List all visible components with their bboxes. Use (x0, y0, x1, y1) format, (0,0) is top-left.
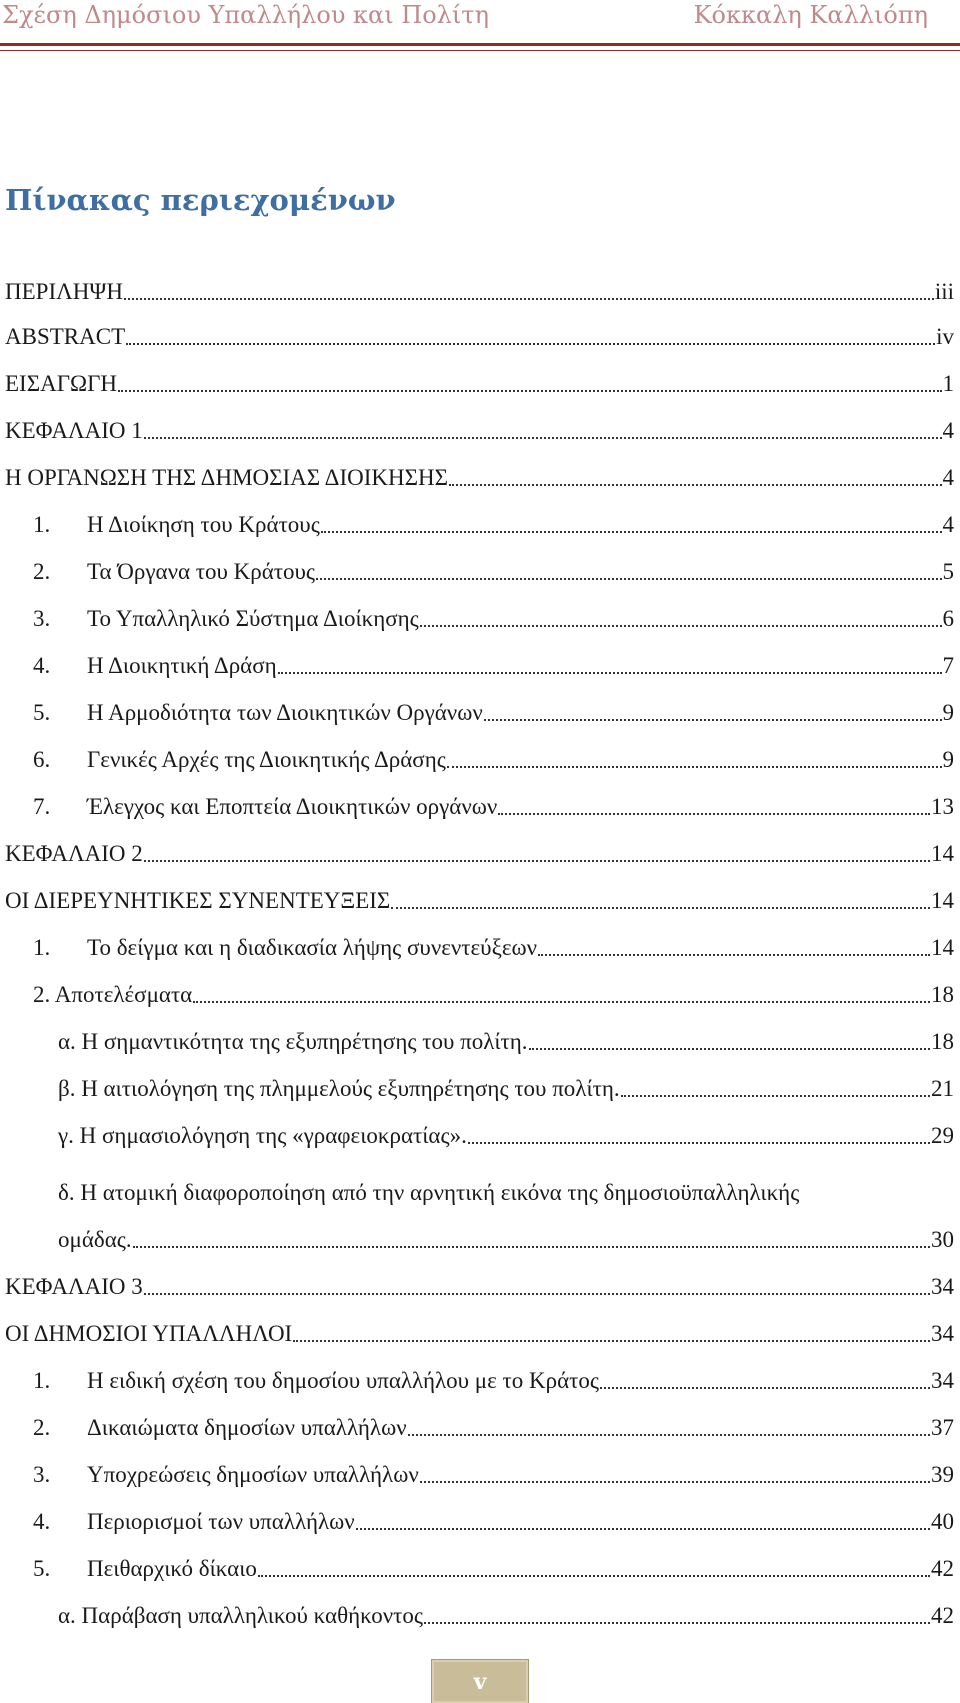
toc-entry-number: 2. (33, 559, 51, 584)
toc-entry[interactable] (5, 886, 954, 916)
header-author: Κόκκαλη Καλλιόπη (693, 1, 928, 29)
toc-dot-leader (449, 484, 942, 486)
toc-dot-leader (529, 1048, 930, 1050)
toc-dot-leader (124, 298, 934, 300)
toc-entry[interactable] (33, 1507, 954, 1537)
toc-entry-number: 3. (33, 1462, 51, 1487)
toc-entry-page: 4 (942, 418, 954, 443)
toc-dot-leader (420, 625, 942, 627)
toc-entry-number: 6. (33, 747, 51, 772)
toc-entry[interactable] (33, 1413, 954, 1443)
toc-entry-label: α. Παράβαση υπαλληλικού καθήκοντος (58, 1603, 423, 1628)
toc-entry-page: 18 (931, 982, 954, 1007)
toc-entry-page: 30 (931, 1227, 954, 1252)
toc-entry-page: 34 (931, 1321, 954, 1346)
toc-entry-label: ΚΕΦΑΛΑΙΟ 2 (5, 841, 143, 866)
toc-dot-leader (144, 860, 930, 862)
toc-entry[interactable] (33, 933, 954, 963)
toc-entry-page: 21 (931, 1076, 954, 1101)
toc-entry-page: 34 (931, 1368, 954, 1393)
toc-entry-label: Τα Όργανα του Κράτους (87, 559, 316, 584)
toc-entry[interactable] (58, 1027, 954, 1057)
toc-entry-number: 1. (33, 1368, 51, 1393)
toc-entry-page: iv (936, 324, 954, 349)
toc-entry-page: 37 (931, 1415, 954, 1440)
toc-entry-label: ΟΙ ΔΙΕΡΕΥΝΗΤΙΚΕΣ ΣΥΝΕΝΤΕΥΞΕΙΣ (5, 888, 391, 913)
toc-entry-label: ΟΙ ΔΗΜΟΣΙΟΙ ΥΠΑΛΛΗΛΟΙ (5, 1321, 293, 1346)
toc-entry-label: Γενικές Αρχές της Διοικητικής Δράσης (87, 747, 446, 772)
toc-dot-leader (133, 1246, 930, 1248)
toc-entry-page: 42 (931, 1603, 954, 1628)
toc-entry[interactable] (33, 745, 954, 775)
toc-entry-page: 18 (931, 1029, 954, 1054)
toc-entry-page: 1 (942, 371, 954, 396)
toc-dot-leader (316, 578, 941, 580)
toc-entry[interactable] (5, 1272, 954, 1302)
toc-entry-page: 7 (942, 653, 954, 678)
toc-dot-leader (126, 343, 935, 345)
toc-entry-label: Η ειδική σχέση του δημοσίου υπαλλήλου με το Κράτος (87, 1368, 600, 1393)
toc-entry-number: 4. (33, 1509, 51, 1534)
toc-entry-label: Έλεγχος και Εποπτεία Διοικητικών οργάνων (87, 794, 498, 819)
toc-entry[interactable] (5, 277, 954, 307)
toc-entry[interactable] (5, 463, 954, 493)
toc-entry-page: 39 (931, 1462, 954, 1487)
toc-entry-number: 3. (33, 606, 51, 631)
toc-entry-label: ΠΕΡΙΛΗΨΗ (5, 279, 123, 304)
toc-entry-label: ΚΕΦΑΛΑΙΟ 3 (5, 1274, 143, 1299)
toc-dot-leader (420, 1481, 930, 1483)
toc-entry-number: 4. (33, 653, 51, 678)
toc-title: Πίνακας περιεχομένων (5, 183, 396, 217)
toc-entry[interactable] (33, 1554, 954, 1584)
toc-entry-page: 34 (931, 1274, 954, 1299)
toc-entry[interactable] (5, 322, 954, 352)
toc-dot-leader (600, 1387, 930, 1389)
toc-entry[interactable] (33, 980, 954, 1010)
page-number: v (473, 1668, 487, 1695)
toc-entry-label: ΚΕΦΑΛΑΙΟ 1 (5, 418, 143, 443)
toc-entry-label: Το δείγμα και η διαδικασία λήψης συνεντεύξεων (87, 935, 538, 960)
toc-entry-page: 4 (942, 512, 954, 537)
toc-entry-page: 14 (931, 888, 954, 913)
toc-entry-page: 14 (931, 841, 954, 866)
toc-dot-leader (258, 1575, 930, 1577)
header-rule-thin (0, 50, 960, 51)
toc-dot-leader (408, 1434, 930, 1436)
toc-entry-page: iii (934, 279, 954, 304)
toc-entry[interactable] (5, 1319, 954, 1349)
toc-dot-leader (424, 1622, 930, 1624)
toc-entry[interactable] (33, 604, 954, 634)
toc-entry-label: Περιορισμοί των υπαλλήλων (87, 1509, 355, 1534)
toc-dot-leader (391, 907, 930, 909)
toc-entry-label: ABSTRACT (5, 324, 126, 349)
toc-entry-label: Δικαιώματα δημοσίων υπαλλήλων (87, 1415, 407, 1440)
toc-entry-page: 6 (942, 606, 954, 631)
toc-entry[interactable] (5, 416, 954, 446)
toc-entry-number: 1. (33, 935, 51, 960)
toc-entry[interactable] (58, 1601, 954, 1631)
toc-dot-leader (498, 813, 930, 815)
toc-entry[interactable] (33, 557, 954, 587)
toc-dot-leader (447, 766, 942, 768)
toc-entry-label: Υποχρεώσεις δημοσίων υπαλλήλων (87, 1462, 419, 1487)
toc-entry-page: 29 (931, 1123, 954, 1148)
toc-entry-label: Πειθαρχικό δίκαιο (87, 1556, 257, 1581)
toc-dot-leader (356, 1528, 930, 1530)
toc-dot-leader (144, 437, 942, 439)
toc-dot-leader (538, 954, 930, 956)
toc-dot-leader (278, 672, 942, 674)
toc-entry-page: 13 (931, 794, 954, 819)
toc-entry-label: ομάδας. (58, 1227, 132, 1252)
toc-entry-number: 1. (33, 512, 51, 537)
page-number-box (432, 1660, 528, 1703)
toc-entry[interactable] (33, 651, 954, 681)
toc-entry-page: 42 (931, 1556, 954, 1581)
toc-entry[interactable] (33, 510, 954, 540)
toc-entry-number: 7. (33, 794, 51, 819)
toc-dot-leader (193, 1001, 930, 1003)
toc-entry-page: 9 (942, 700, 954, 725)
toc-entry-label: Η ΟΡΓΑΝΩΣΗ ΤΗΣ ΔΗΜΟΣΙΑΣ ΔΙΟΙΚΗΣΗΣ (5, 465, 448, 490)
toc-entry[interactable] (33, 698, 954, 728)
toc-entry-label: γ. Η σημασιολόγηση της «γραφειοκρατίας». (58, 1123, 467, 1148)
toc-entry-page: 40 (931, 1509, 954, 1534)
toc-dot-leader (118, 390, 941, 392)
toc-entry-label: Η Αρμοδιότητα των Διοικητικών Οργάνων (87, 700, 483, 725)
header-rule-thick (0, 43, 960, 46)
toc-entry-label: 2. Αποτελέσματα (33, 982, 193, 1007)
toc-entry-label: ΕΙΣΑΓΩΓΗ (5, 371, 118, 396)
toc-entry-label: Η Διοικητική Δράση (87, 653, 277, 678)
toc-entry[interactable] (5, 369, 954, 399)
toc-entry-page: 4 (942, 465, 954, 490)
toc-entry[interactable] (33, 1460, 954, 1490)
toc-entry-page: 9 (942, 747, 954, 772)
toc-entry-wrapped-line[interactable]: δ. Η ατομική διαφοροποίηση από την αρνητική εικόνα της δημοσιοϋπαλληλικής (58, 1180, 800, 1205)
toc-entry-label: β. Η αιτιολόγηση της πλημμελούς εξυπηρέτησης του πολίτη. (58, 1076, 620, 1101)
toc-entry[interactable] (58, 1121, 954, 1151)
toc-dot-leader (468, 1142, 930, 1144)
toc-dot-leader (321, 531, 942, 533)
toc-entry-number: 5. (33, 1556, 51, 1581)
toc-dot-leader (293, 1340, 930, 1342)
toc-entry-page: 5 (942, 559, 954, 584)
toc-entry[interactable] (58, 1225, 954, 1255)
toc-entry-number: 5. (33, 700, 51, 725)
toc-entry[interactable] (33, 1366, 954, 1396)
toc-entry-page: 14 (931, 935, 954, 960)
toc-entry[interactable] (58, 1074, 954, 1104)
toc-entry-label: Το Υπαλληλικό Σύστημα Διοίκησης (87, 606, 419, 631)
toc-dot-leader (621, 1095, 930, 1097)
header-title: Σχέση Δημόσιου Υπαλλήλου και Πολίτη (2, 1, 489, 29)
toc-entry-number: 2. (33, 1415, 51, 1440)
toc-dot-leader (144, 1293, 930, 1295)
toc-entry[interactable] (33, 792, 954, 822)
toc-entry[interactable] (5, 839, 954, 869)
toc-entry-label: α. Η σημαντικότητα της εξυπηρέτησης του πολίτη. (58, 1029, 528, 1054)
toc-entry-label: Η Διοίκηση του Κράτους (87, 512, 320, 537)
toc-dot-leader (484, 719, 942, 721)
